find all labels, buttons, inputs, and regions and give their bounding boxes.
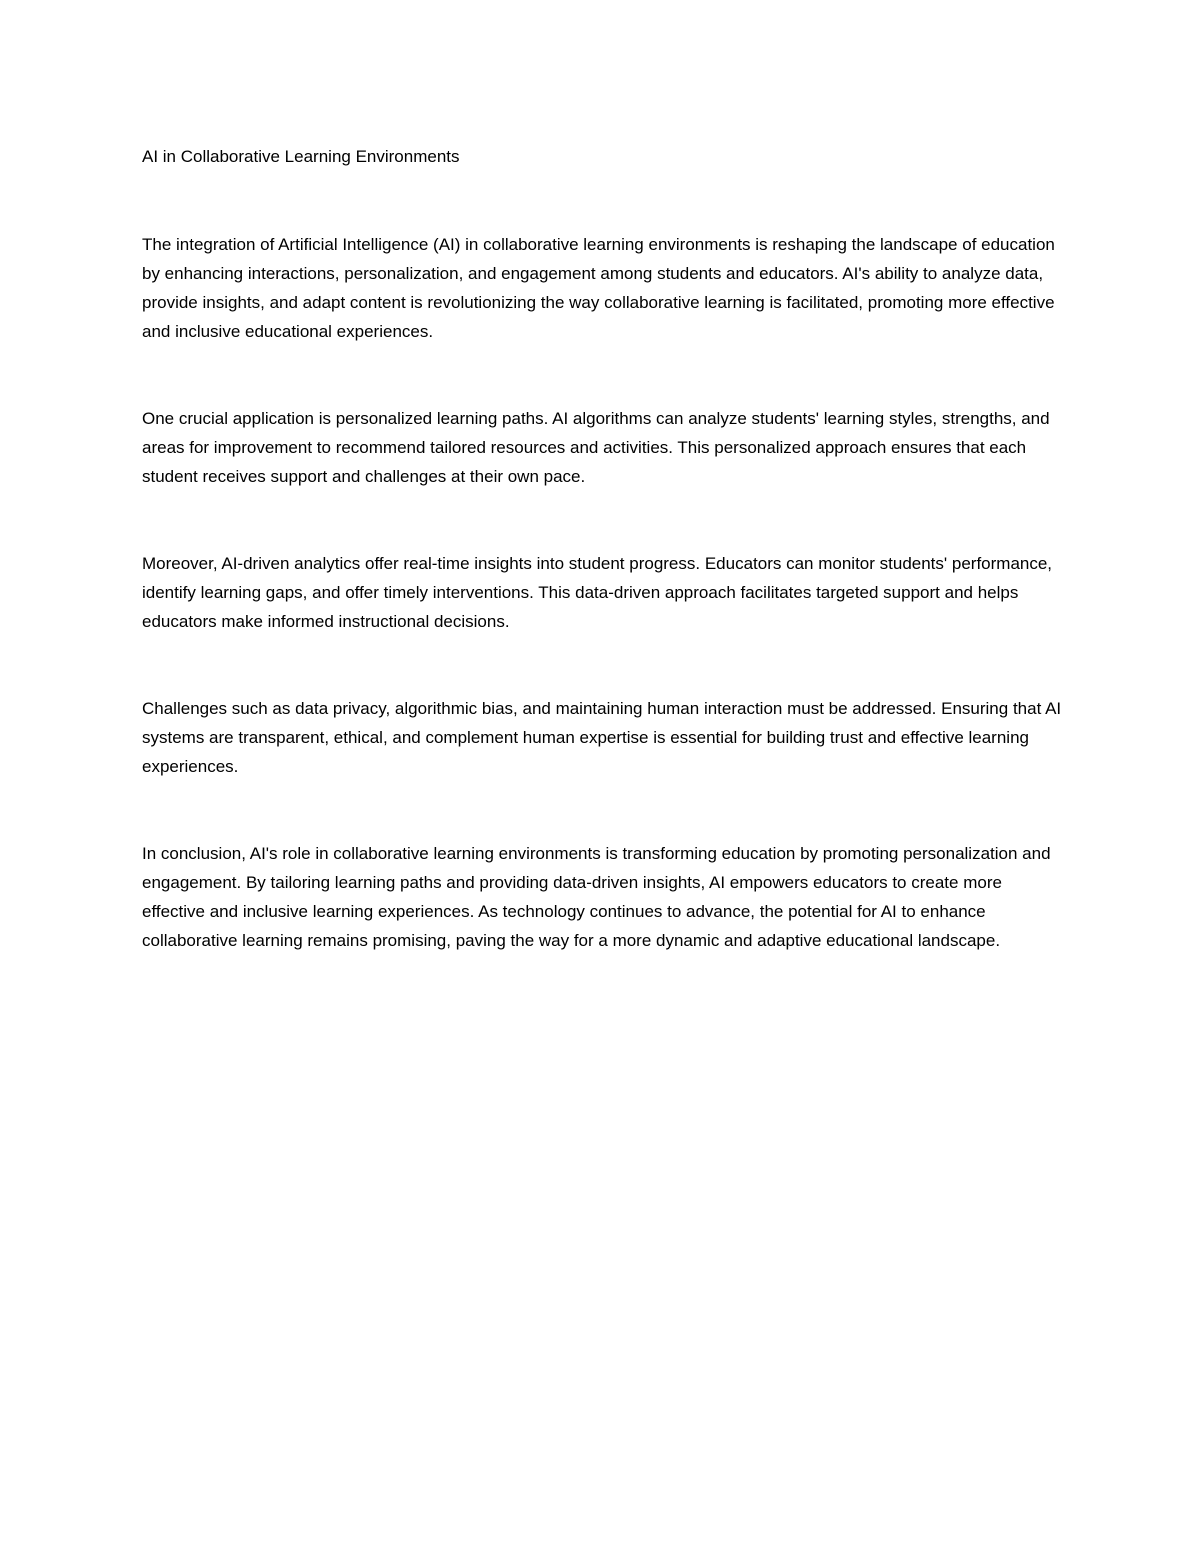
paragraph-personalized-learning: One crucial application is personalized learning paths. AI algorithms can analyze students' learning styles, strengths, and areas for improvement to recommend tailored resources and activities. This personalized approach ensures that each student receives support and challenges at their own pace.	[142, 409, 1050, 486]
document-title: AI in Collaborative Learning Environments	[142, 147, 460, 166]
paragraph-challenges: Challenges such as data privacy, algorithmic bias, and maintaining human interaction must be addressed. Ensuring that AI systems are transparent, ethical, and complement human expertise is essential for building trust and effective learning experiences.	[142, 699, 1062, 776]
paragraph-analytics: Moreover, AI-driven analytics offer real-time insights into student progress. Educators can monitor students' performance, identify learning gaps, and offer timely interventions. This data-driven approach facilitates targeted support and helps educators make informed instructional decisions.	[142, 554, 1053, 631]
document-body	[142, 143, 1067, 955]
paragraph-introduction: The integration of Artificial Intelligence (AI) in collaborative learning environments is reshaping the landscape of education by enhancing interactions, personalization, and engagement among students and educators. AI's ability to analyze data, provide insights, and adapt content is revolutionizing the way collaborative learning is facilitated, promoting more effective and inclusive educational experiences.	[142, 235, 1055, 341]
paragraph-conclusion: In conclusion, AI's role in collaborative learning environments is transforming education by promoting personalization and engagement. By tailoring learning paths and providing data-driven insights, AI empowers educators to create more effective and inclusive learning experiences. As technology continues to advance, the potential for AI to enhance collaborative learning remains promising, paving the way for a more dynamic and adaptive educational landscape.	[142, 844, 1051, 950]
